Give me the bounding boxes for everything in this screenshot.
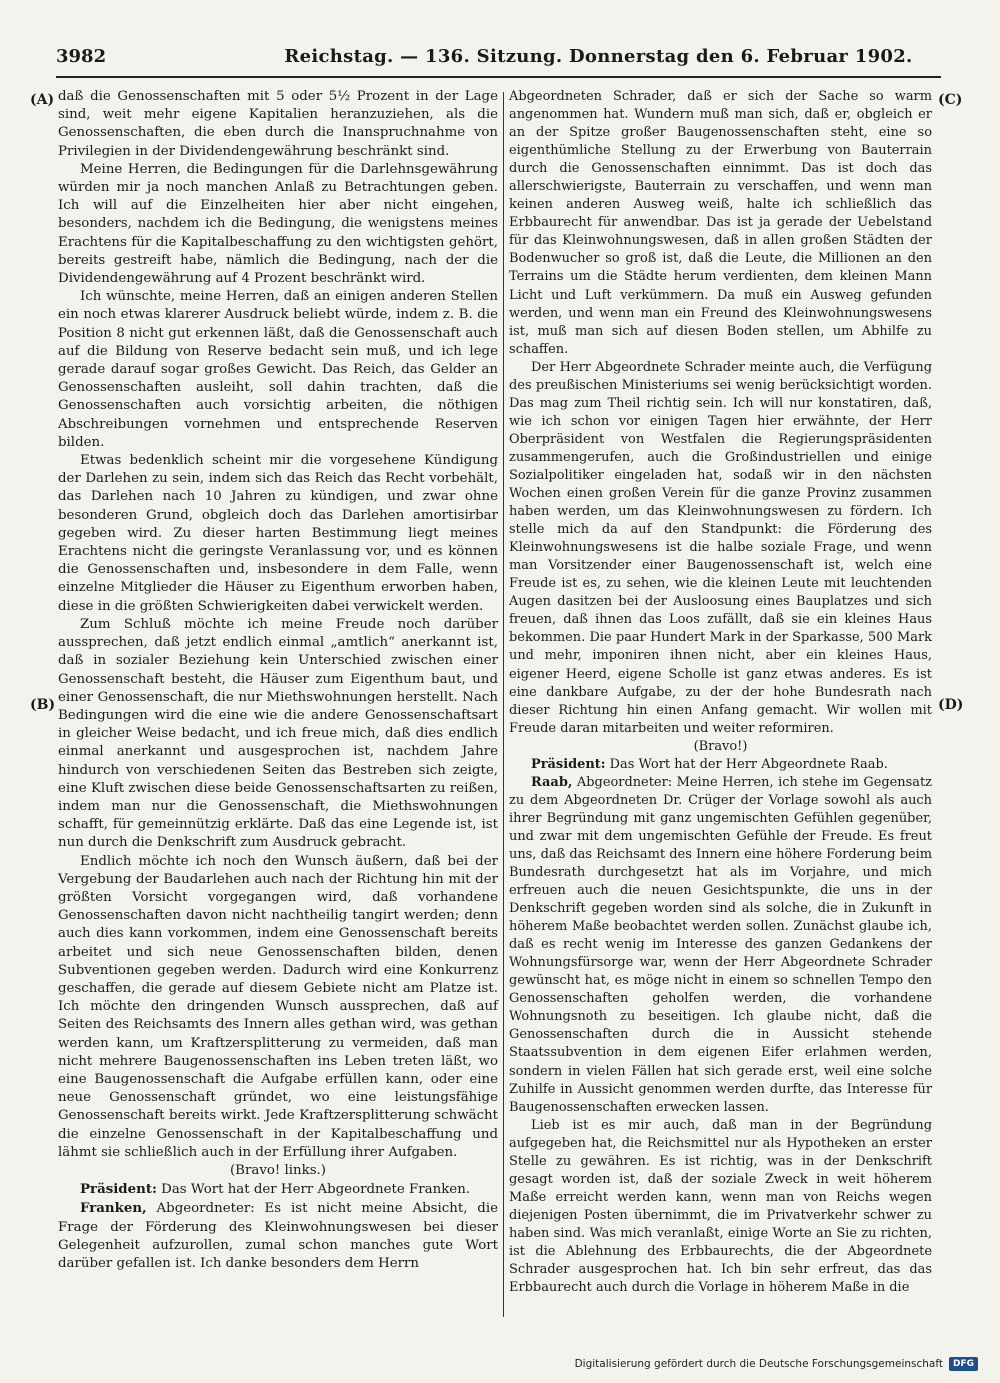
left_column-paragraph-4: Zum Schluß möchte ich meine Freude noch darüber aussprechen, daß jetzt endlich einmal „amtlich“ anerkannt ist, daß in sozialer Beziehung kein Unterschied zwischen einer Genossenschaft besteht, die Häuser zum Eigenthum baut, und einer Genossenschaft, die nur Miethswohnungen herstellt. Nach Bedingungen wird die eine wie die andere Genossenschaftsart in gleicher Weise bedacht, und ich freue mich, daß dies endlich einmal anerkannt und ausgesprochen ist, nachdem Jahre hindurch von verschiedenen Seiten das Bestreben sich zeigte, eine Kluft zwischen diese beide Genossenschaftsarten zu reißen, indem man nur die Genossenschaft, die Miethswohnungen schafft, für gemeinnützig erklärte. Daß das eine Legende ist, ist nun durch die Denkschrift zum Ausdruck gebracht. (58, 616, 498, 851)
dfg-logo: DFG (949, 1357, 978, 1371)
margin-mark-c: (C) (938, 92, 963, 108)
running-head: Reichstag. — 136. Sitzung. Donnerstag den 6. Februar 1902. (284, 46, 913, 67)
footer (575, 1357, 978, 1371)
speaker-name: Präsident: (531, 756, 606, 772)
page-header (56, 42, 941, 78)
left_column-paragraph-0: daß die Genossenschaften mit 5 oder 5½ Prozent in der Lage sind, weit mehr eigene Kapitalien heranzuziehen, als die Genossenschaften, die eben durch die Inanspruchnahme von Privilegien in der Dividendengewährung beschränkt sind. (58, 89, 498, 159)
speaker-name: Franken, (80, 1200, 147, 1217)
left_column-paragraph-2: Ich wünschte, meine Herren, daß an einigen anderen Stellen ein noch etwas klarerer Ausdruck beliebt würde, indem z. B. die Position 8 nicht gut erkennen läßt, daß die Genossenschaft auch auf die Bildung von Reserve bedacht sein muß, und ich lege gerade darauf sogar großes Gewicht. Das Reich, das Gelder an Genossenschaften ausleiht, soll dahin trachten, daß die Genossenschaften auch vorsichtig arbeiten, die nöthigen Abschreibungen vornehmen und entsprechende Reserven bilden. (58, 289, 498, 450)
margin-mark-a: (A) (30, 92, 55, 108)
column-divider (503, 92, 504, 1317)
speech-text: Das Wort hat der Herr Abgeordnete Franken. (156, 1182, 471, 1198)
footer-credit: Digitalisierung gefördert durch die Deutsche Forschungsgemeinschaft (574, 1358, 943, 1370)
speech-text: Abgeordneter: Meine Herren, ich stehe im Gegensatz zu dem Abgeordneten Dr. Crüger der Vorlage sowohl als auch ihrer Begründung mit ganz ungemischten Gefühlen gegenüber, und zwar mit dem ungemischten Gefühle der Freude. Es freut uns, daß das Reichsamt des Innern eine höhere Forderung beim Bundesrath durchgesetzt hat als im Vorjahre, und mich erfreuen auch die neuen Gesichtspunkte, die uns in der Denkschrift gegeben worden sind als solche, die in Zukunft in höherem Maße beobachtet werden sollen. Zunächst glaube ich, daß es recht wenig im Interesse des ganzen Gedankens der Wohnungsfürsorge war, wenn der Herr Abgeordnete Schrader gewünscht hat, es möge nicht in einem so schnellen Tempo den Genossenschaften geholfen werden, die vorhandene Wohnungsnoth zu beseitigen. Ich glaube nicht, daß die Genossenschaften durch die in Aussicht stehende Staatssubvention in dem eigenen Eifer erlahmen werden, sondern in vielen Fällen hat sich gerade erst, weil eine solche Zuhilfe in Aussicht genommen werden durfte, das Interesse für Baugenossenschaften erwecken lassen. (509, 774, 932, 1115)
right_column-speech-4 (509, 774, 932, 1117)
page-number: 3982 (56, 46, 107, 67)
right-column (509, 88, 932, 1297)
margin-mark-d: (D) (938, 697, 964, 713)
right_column-paragraph-1: Der Herr Abgeordnete Schrader meinte auch, die Verfügung des preußischen Ministeriums sei wenig berücksichtigt worden. Das mag zum Theil richtig sein. Ich will nur konstatiren, daß, wie ich schon vor einigen Tagen hier erwähnte, der Herr Oberpräsident von Westfalen die Regierungspräsidenten zusammengerufen, auch die Großindustriellen und einige Sozialpolitiker eingeladen hat, sodaß wir in den nächsten Wochen einen großen Verein für die ganze Provinz zusammen haben werden, um das Kleinwohnungswesen zu fördern. Ich stelle mich da auf den Standpunkt: die Förderung des Kleinwohnungswesens ist die halbe soziale Frage, und wenn man Vorsitzender einer Baugenossenschaft ist, welch eine Freude ist es, zu sehen, wie die kleinen Leute mit leuchtenden Augen dasitzen bei der Ausloosung eines Bauplatzes und sich freuen, daß ihnen das Loos zufällt, daß sie ein kleines Haus bekommen. Die paar Hundert Mark in der Sparkasse, 500 Mark und mehr, imponiren ihnen nicht, aber ein kleines Haus, eigener Heerd, eigene Scholle ist ganz etwas anderes. Es ist eine dankbare Aufgabe, zu der der hohe Bundesrath nach dieser Richtung hin einen Anfang gemacht. Wir wollen mit Freude daran mitarbeiten und weiter reformiren. (509, 359, 932, 736)
speech-text: Abgeordneter: Es ist nicht meine Absicht, die Frage der Förderung des Kleinwohnungswesen bei dieser Gelegenheit aufzurollen, zumal schon manches gute Wort darüber gefallen ist. Ich danke besonders dem Herrn (58, 1201, 498, 1271)
speech-text: Das Wort hat der Herr Abgeordnete Raab. (605, 756, 888, 772)
right_column-paragraph-5: Lieb ist es mir auch, daß man in der Begründung aufgegeben hat, die Reichsmittel nur als Hypotheken an erster Stelle zu gewähren. Es ist richtig, was in der Denkschrift gesagt worden ist, daß der soziale Zweck in weit höherem Maße erreicht werden kann, wenn man von Reichs wegen diejenigen Posten übernimmt, die im Privatverkehr schwer zu haben sind. Was mich veranlaßt, einige Worte an Sie zu richten, ist die Ablehnung des Erbbaurechts, die der Abgeordnete Schrader ausgesprochen hat. Ich bin sehr erfreut, das das Erbbaurecht auch durch die Vorlage in höherem Maße in die (509, 1117, 932, 1296)
left_column-speech-8 (58, 1199, 498, 1273)
left_column-interjection-6: (Bravo! links.) (229, 1162, 327, 1178)
speaker-name: Raab, (531, 774, 573, 790)
right_column-interjection-2: (Bravo!) (693, 738, 748, 754)
right_column-paragraph-0: Abgeordneten Schrader, daß er sich der Sache so warm angenommen hat. Wundern muß man sich, daß er, obgleich er an der Spitze großer Baugenossenschaften steht, eine so eigenthümliche Stellung zu der Erwerbung von Bauterrain durch die Genossenschaften einnimmt. Das ist doch das allerschwierigste, Bauterrain zu verschaffen, und wenn man keinen anderen Ausweg weiß, halte ich schließlich das Erbbaurecht für anwendbar. Das ist ja gerade der Uebelstand für das Kleinwohnungswesen, daß in allen großen Städten der Bodenwucher so groß ist, daß die Leute, die Millionen an den Terrains um die Städte herum verdienten, dem kleinen Mann Licht und Luft verkümmern. Da muß ein Ausweg gefunden werden, und wenn man ein Freund des Kleinwohnungswesens ist, muß man sich auf diesen Boden stellen, um Abhilfe zu schaffen. (509, 89, 932, 357)
left-column (58, 88, 498, 1273)
right_column-speech-3 (509, 756, 932, 774)
left_column-paragraph-3: Etwas bedenklich scheint mir die vorgesehene Kündigung der Darlehen zu sein, indem sich das Reich das Recht vorbehält, das Darlehen nach 10 Jahren zu kündigen, und zwar ohne besonderen Grund, obgleich doch das Darlehen amortisirbar gegeben wird. Zu dieser harten Bestimmung liegt meines Erachtens nicht die geringste Veranlassung vor, und es können die Genossenschaften und, insbesondere in dem Falle, wenn einzelne Mitglieder die Häuser zu Eigenthum erworben haben, diese in die größten Schwierigkeiten dabei verwickelt werden. (58, 453, 498, 614)
margin-mark-b: (B) (30, 697, 56, 713)
left_column-speech-7 (58, 1180, 498, 1199)
speaker-name: Präsident: (80, 1181, 157, 1198)
left_column-paragraph-5: Endlich möchte ich noch den Wunsch äußern, daß bei der Vergebung der Baudarlehen auch nach der Richtung hin mit der größten Vorsicht vorgegangen wird, daß vorhandene Genossenschaften davon nicht nachtheilig tangirt werden; denn auch dies kann vorkommen, indem eine Genossenschaft bereits arbeitet und sich neue Genossenschaften bilden, denen Subventionen gegeben werden. Dadurch wird eine Konkurrenz geschaffen, die gerade auf diesem Gebiete nicht am Platze ist. Ich möchte den dringenden Wunsch aussprechen, daß auf Seiten des Reichsamts des Innern alles gethan wird, was gethan werden kann, um Kraftzersplitterung zu vermeiden, daß man nicht mehrere Baugenossenschaften ins Leben treten läßt, wo eine Baugenossenschaft die Aufgabe erfüllen kann, oder eine neue Genossenschaft gründet, wo eine leistungsfähige Genossenschaft bereits wirkt. Jede Kraftzersplitterung schwächt die einzelne Genossenschaft in der Kapitalbeschaffung und lähmt sie schließlich auch in der Erfüllung ihrer Aufgaben. (58, 853, 498, 1160)
left_column-paragraph-1: Meine Herren, die Bedingungen für die Darlehnsgewährung würden mir ja noch manchen Anlaß zu Betrachtungen geben. Ich will auf die Einzelheiten hier aber nicht eingehen, besonders, nachdem ich die Bedingung, die wenigstens meines Erachtens für die Kapitalbeschaffung zu den wichtigsten gehört, bereits gestreift habe, nämlich die Bedingung, nach der die Dividendengewährung auf 4 Prozent beschränkt wird. (58, 161, 498, 287)
